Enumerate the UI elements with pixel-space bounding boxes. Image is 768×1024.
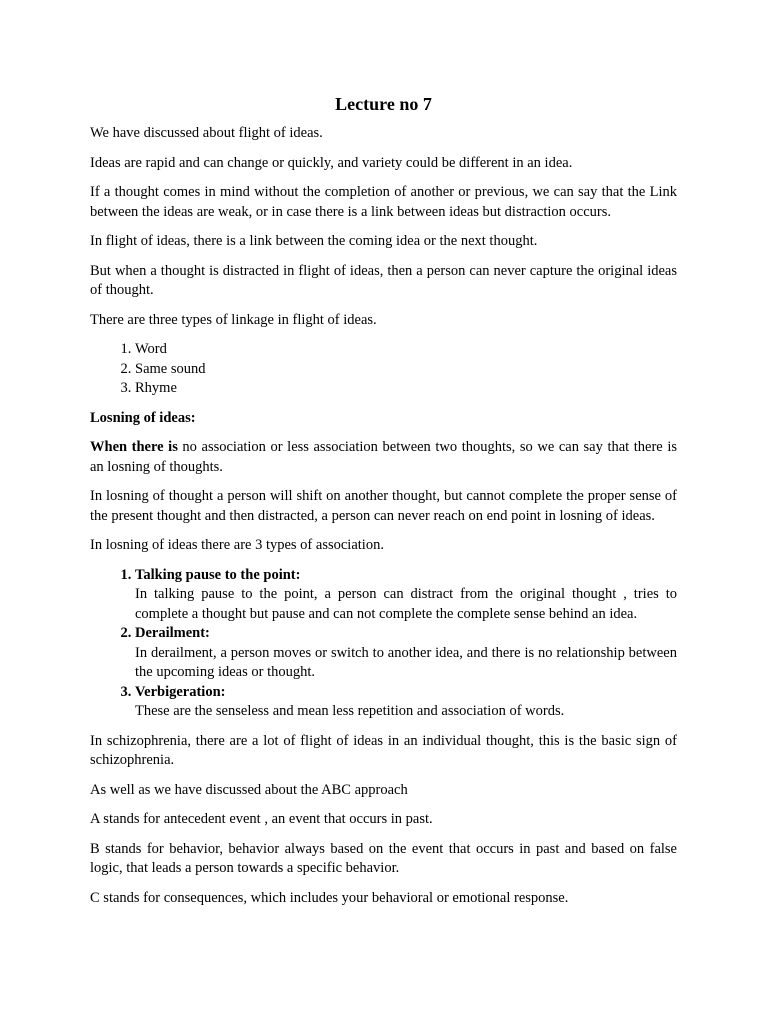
list-item [135,683,677,722]
association-term: 1. Talking pause to the point: [135,566,301,583]
page-title: Lecture no 7 [335,94,432,114]
paragraph: Ideas are rapid and can change or quickly, and variety could be different in an idea. [90,154,573,171]
paragraph: In losning of thought a person will shift on another thought, but cannot complete the proper sense of the present thought and then distracted, a person can never reach on end point in losning of ideas. [90,488,677,524]
paragraph: In schizophrenia, there are a lot of flight of ideas in an individual thought, this is the basic sign of schizophrenia. [90,732,677,768]
association-desc: These are the senseless and mean less repetition and association of words. [135,703,565,719]
list-item [135,624,677,683]
paragraph: C stands for consequences, which includes your behavioral or emotional response. [90,889,569,906]
paragraph: There are three types of linkage in flight of ideas. [90,311,377,328]
paragraph: In losning of ideas there are 3 types of association. [90,537,384,553]
association-desc: In derailment, a person moves or switch to another idea, and there is no relationship between the upcoming ideas or thought. [135,644,677,680]
paragraph: We have discussed about flight of ideas. [90,125,323,141]
list-item: 3. Rhyme [135,379,677,399]
association-term: 3. Verbigeration: [135,683,226,700]
paragraph: In flight of ideas, there is a link between the coming idea or the next thought. [90,233,538,249]
association-term: 2. Derailment: [135,625,210,641]
section-heading [90,409,677,429]
list-item [135,566,677,625]
paragraph: But when a thought is distracted in flight of ideas, then a person can never capture the original ideas of thought. [90,262,677,298]
when-there-is-bold: When there is [90,439,178,455]
paragraph [90,438,677,477]
list-item: 2. Same sound [135,360,677,380]
paragraph: If a thought comes in mind without the completion of another or previous, we can say that the Link between the ideas are weak, or in case there is a link between ideas but distraction occurs. [90,184,677,220]
association-desc: In talking pause to the point, a person can distract from the original thought , tries to complete a thought but pause and can not complete the complete sense behind an idea. [135,586,677,622]
list-item: 1. Word [135,340,677,360]
losning-heading: Losning of ideas: [90,409,196,426]
linkage-types-list [90,340,677,399]
paragraph: As well as we have discussed about the ABC approach [90,781,408,798]
document-page [90,93,677,918]
when-there-is-rest: no association or less association between two thoughts, so we can say that there is an losning of thoughts. [90,439,677,475]
paragraph: B stands for behavior, behavior always based on the event that occurs in past and based on false logic, that leads a person towards a specific behavior. [90,840,677,876]
paragraph: A stands for antecedent event , an event that occurs in past. [90,811,433,827]
association-types-list [90,566,677,722]
